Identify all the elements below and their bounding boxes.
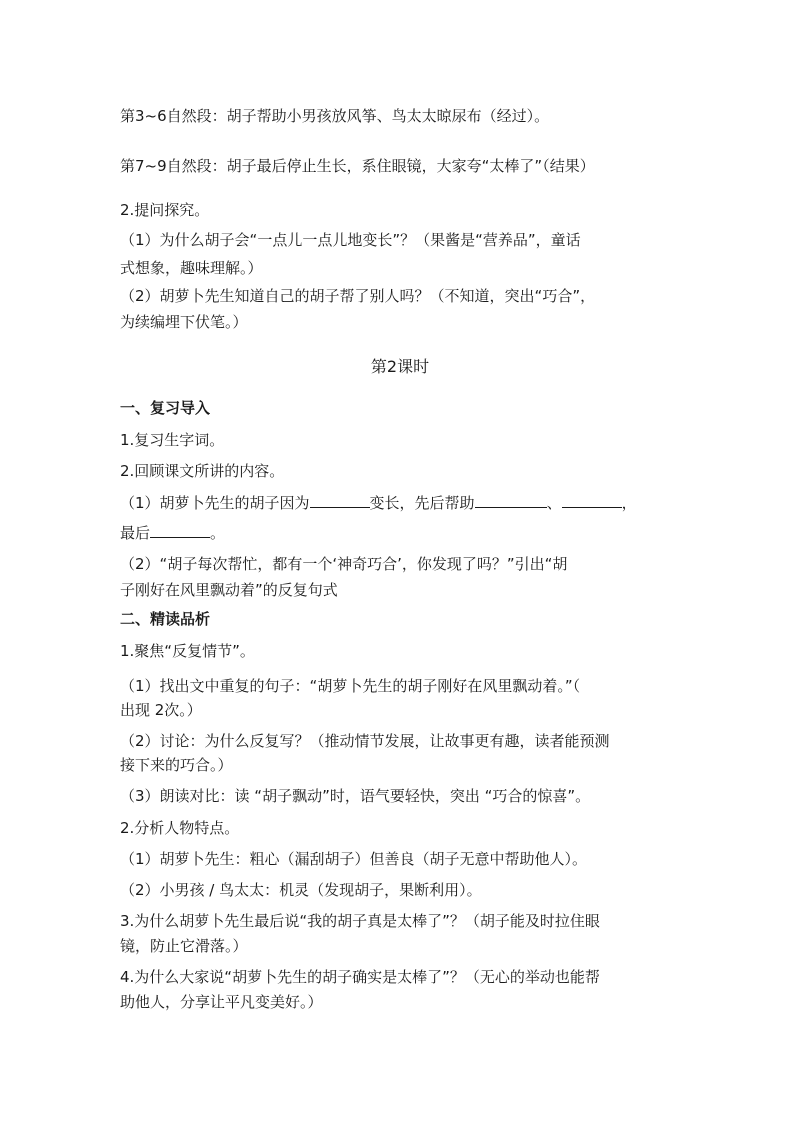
question-1-line-2: 式想象，趣味理解。） <box>120 259 263 277</box>
repetition-task-1-line-2: 出现 2次。） <box>120 701 202 719</box>
question-3-line-1: 3.为什么胡萝卜先生最后说“我的胡子真是太棒了”？（胡子能及时拉住眼 <box>120 912 600 930</box>
fill-blank-text-6: 。 <box>210 524 226 542</box>
repetition-task-2-line-2: 接下来的巧合。） <box>120 756 233 774</box>
question-4-line-2: 助他人，分享让平凡变美好。） <box>120 993 323 1011</box>
repetition-task-2-line-1: （2）讨论：为什么反复写？（推动情节发展，让故事更有趣，读者能预测 <box>120 732 610 750</box>
question-2-line-1: （2）胡萝卜先生知道自己的胡子帮了别人吗？（不知道，突出“巧合”， <box>120 287 596 305</box>
fill-blank-text-5: 最后 <box>120 524 151 542</box>
fill-blank-text-3: 、 <box>546 494 562 512</box>
fill-blank-text-1: （1）胡萝卜先生的胡子因为 <box>120 494 310 512</box>
question-3-line-2: 镜，防止它滑落。） <box>120 937 248 955</box>
step-repetition-focus: 1.聚焦“反复情节”。 <box>120 642 255 660</box>
section-heading-review: 一、复习导入 <box>120 399 211 417</box>
fill-blank-line-1 <box>120 491 680 515</box>
question-4-line-1: 4.为什么大家说“胡萝卜先生的胡子确实是太棒了”？（无心的举动也能帮 <box>120 968 600 986</box>
step-question-explore: 2.提问探究。 <box>120 201 210 219</box>
fill-blank-text-4: ， <box>621 494 637 512</box>
repetition-task-3: （3）朗读对比：读 “胡子飘动”时，语气要轻快，突出 “巧合的惊喜”。 <box>120 787 591 805</box>
paragraph-summary-3-6: 第3~6自然段：胡子帮助小男孩放风筝、鸟太太晾尿布（经过）。 <box>120 107 550 125</box>
blank-3[interactable] <box>562 491 622 508</box>
repetition-task-1-line-1: （1）找出文中重复的句子：“胡萝卜先生的胡子刚好在风里飘动着。”（ <box>120 677 581 695</box>
coincidence-prompt-line-2: 子刚好在风里飘动着”的反复句式 <box>120 581 338 599</box>
fill-blank-line-2 <box>120 521 680 545</box>
character-carrot-man: （1）胡萝卜先生：粗心（漏刮胡子）但善良（胡子无意中帮助他人）。 <box>120 850 588 868</box>
step-review-words: 1.复习生字词。 <box>120 431 225 449</box>
step-character-analysis: 2.分析人物特点。 <box>120 819 240 837</box>
blank-4[interactable] <box>150 521 210 538</box>
lesson-title: 第2课时 <box>370 357 430 376</box>
step-recall-content: 2.回顾课文所讲的内容。 <box>120 462 285 480</box>
fill-blank-text-2: 变长，先后帮助 <box>369 494 475 512</box>
section-heading-close-reading: 二、精读品析 <box>120 610 211 628</box>
character-boy-bird: （2）小男孩 / 鸟太太：机灵（发现胡子，果断利用）。 <box>120 881 482 899</box>
coincidence-prompt-line-1: （2）“胡子每次帮忙，都有一个‘神奇巧合’，你发现了吗？”引出“胡 <box>120 555 568 573</box>
question-2-line-2: 为续编埋下伏笔。） <box>120 313 248 331</box>
blank-1[interactable] <box>310 491 370 508</box>
blank-2[interactable] <box>475 491 547 508</box>
question-1-line-1: （1）为什么胡子会“一点儿一点儿地变长”？（果酱是“营养品”，童话 <box>120 231 581 249</box>
paragraph-summary-7-9: 第7~9自然段：胡子最后停止生长，系住眼镜，大家夸“太棒了”（结果） <box>120 157 595 175</box>
